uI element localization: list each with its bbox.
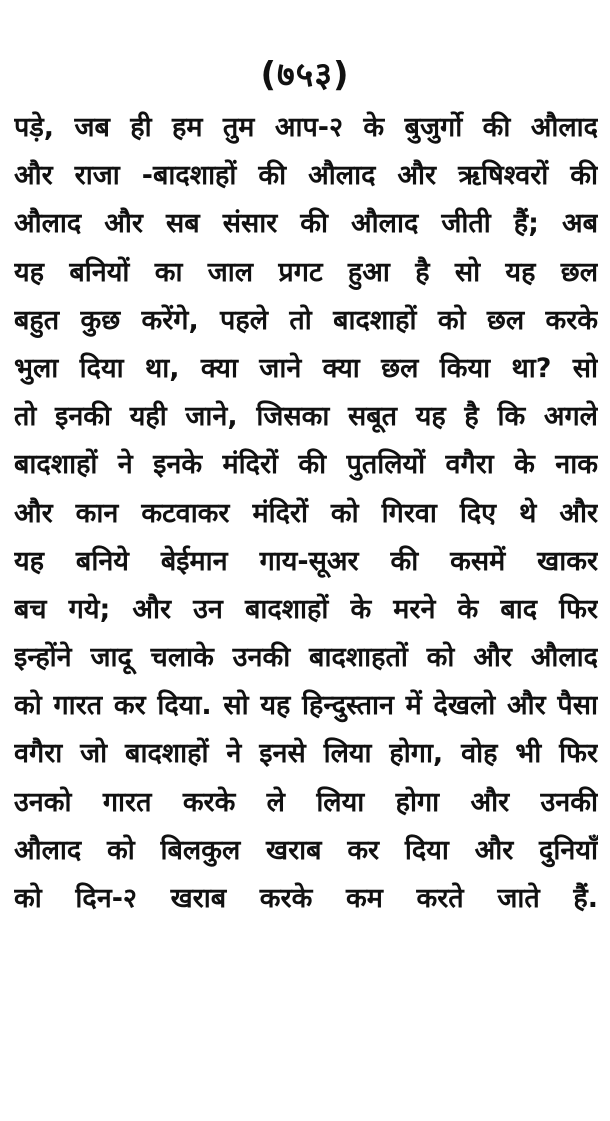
body-text — [14, 104, 598, 923]
page-number: (७५३) — [260, 55, 350, 95]
text-line: को दिन-२ खराब करके कम करते जाते हैं. — [14, 883, 598, 914]
text-line: तो इनकी यही जाने, जिसका सबूत यह है कि अगले — [14, 401, 598, 433]
text-line: औलाद को बिलकुल खराब कर दिया और दुनियाँ — [14, 834, 598, 866]
text-line: भुला दिया था, क्या जाने क्या छल किया था? सो — [14, 352, 598, 384]
text-line: उनको गारत करके ले लिया होगा और उनकी — [14, 786, 598, 818]
text-line: को गारत कर दिया. सो यह हिन्दुस्तान में देखलो और पैसा — [14, 690, 598, 722]
text-line: इन्होंने जादू चलाके उनकी बादशाहतों को और औलाद — [14, 642, 598, 674]
text-line: यह बनियों का जाल प्रगट हुआ है सो यह छल — [14, 256, 598, 288]
text-line: बादशाहों ने इनके मंदिरों की पुतलियों वगैरा के नाक — [14, 449, 598, 481]
text-line: बहुत कुछ करेंगे, पहले तो बादशाहों को छल करके — [14, 304, 598, 336]
text-line: और कान कटवाकर मंदिरों को गिरवा दिए थे और — [14, 497, 598, 529]
text-line: औलाद और सब संसार की औलाद जीती हैं; अब — [14, 208, 598, 240]
text-line: वगैरा जो बादशाहों ने इनसे लिया होगा, वोह भी फिर — [14, 738, 598, 770]
text-line: बच गये; और उन बादशाहों के मरने के बाद फिर — [14, 593, 598, 625]
text-line: यह बनिये बेईमान गाय-सूअर की कसमें खाकर — [14, 545, 598, 577]
text-line: पड़े, जब ही हम तुम आप-२ के बुजुर्गो की औलाद — [14, 112, 598, 143]
text-line: और राजा -बादशाहों की औलाद और ऋषिश्वरों की — [14, 160, 598, 192]
